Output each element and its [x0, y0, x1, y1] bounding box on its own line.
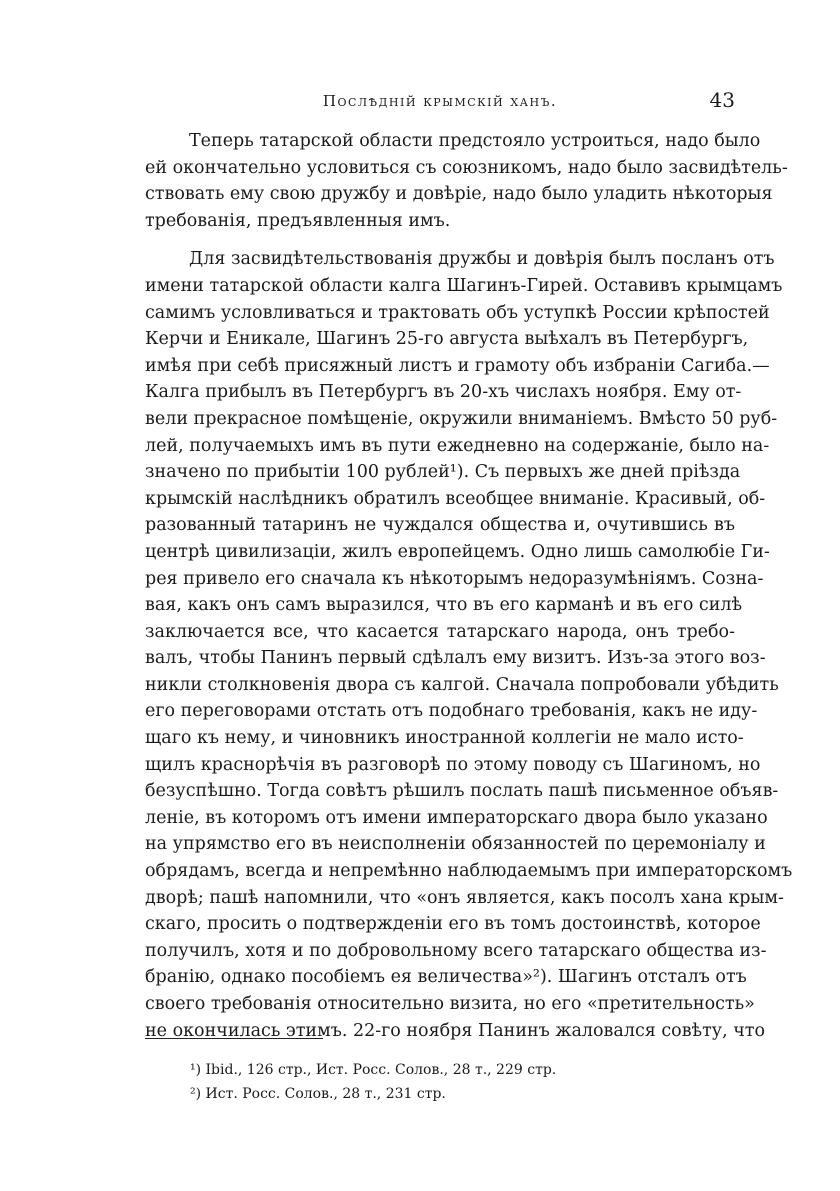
text-line: Керчи и Еникале, Шагинъ 25-го августа выѣхалъ въ Петербургъ,	[145, 329, 749, 350]
text-line: Для засвидѣтельствованія дружбы и довѣрія былъ посланъ отъ	[189, 249, 775, 270]
text-line: щилъ краснорѣчія въ разговорѣ по этому поводу съ Шагиномъ, но	[145, 754, 761, 775]
text-line: скаго, просить о подтвержденіи его въ томъ достоинствѣ, которое	[145, 914, 761, 935]
body-text	[145, 128, 793, 1044]
text-line: ствовать ему свою дружбу и довѣріе, надо было уладить нѣкоторыя	[145, 184, 773, 205]
running-title: Послѣдній крымскій ханъ.	[322, 92, 558, 110]
paragraph	[145, 246, 793, 1044]
text-line: значено по прибытіи 100 рублей¹). Съ первыхъ же дней пріѣзда	[145, 462, 741, 483]
text-line: ей окончательно условиться съ союзникомъ, надо было засвидѣтель-	[145, 157, 788, 178]
text-line: валъ, чтобы Панинъ первый сдѣлалъ ему визитъ. Изъ-за этого воз-	[145, 648, 766, 669]
text-line: леніе, въ которомъ отъ имени императорскаго двора было указано	[145, 807, 768, 828]
text-line: обрядамъ, всегда и непремѣнно наблюдаемымъ при императорскомъ	[145, 861, 793, 882]
footnotes	[190, 1058, 730, 1106]
text-line: центрѣ цивилизаціи, жилъ европейцемъ. Одно лишь самолюбіе Ги-	[145, 541, 770, 562]
text-line: заключается все, что касается татарскаго народа, онъ требо-	[145, 621, 735, 642]
footnote: ¹) Ibid., 126 стр., Ист. Росс. Солов., 28 т., 229 стр.	[190, 1062, 557, 1078]
text-line: не окончилась этимъ. 22-го ноября Панинъ жаловался совѣту, что	[145, 1020, 765, 1041]
page-header	[145, 88, 735, 122]
text-line: на упрямство его въ неисполненіи обязанностей по церемоніалу и	[145, 834, 766, 855]
text-line: своего требованія относительно визита, но его «претительность»	[145, 994, 755, 1014]
text-line: разованный татаринъ не чуждался общества и, очутившись въ	[145, 515, 735, 536]
text-line: дворѣ; пашѣ напомнили, что «онъ является, какъ посолъ хана крым-	[145, 887, 784, 908]
text-line: щаго къ нему, и чиновникъ иностранной коллегіи не мало исто-	[145, 728, 744, 749]
text-line: самимъ условливаться и трактовать объ уступкѣ России крѣпостей	[145, 302, 770, 323]
text-line: вая, какъ онъ самъ выразился, что въ его карманѣ и въ его силѣ	[145, 595, 743, 616]
text-line: рея привело его сначала къ нѣкоторымъ недоразумѣніямъ. Сознa-	[145, 568, 764, 589]
text-line: имѣя при себѣ присяжный листъ и грамоту объ избраніи Сагиба.—	[145, 355, 770, 376]
text-line: имени татарской области калга Шагинъ-Гирей. Оставивъ крымцамъ	[145, 275, 783, 296]
text-line: требованія, предъявленныя имъ.	[145, 210, 451, 231]
text-line: получилъ, хотя и по добровольному всего татарскаго общества из-	[145, 940, 767, 961]
footnote: ²) Ист. Росс. Солов., 28 т., 231 стр.	[190, 1086, 446, 1102]
text-line: никли столкновенія двора съ калгой. Сначала попробовали убѣдить	[145, 674, 779, 695]
paragraph	[145, 128, 788, 234]
text-line: вели прекрасное помѣщеніе, окружили вниманіемъ. Вмѣсто 50 руб-	[145, 408, 778, 429]
text-line: лей, получаемыхъ имъ въ пути ежедневно на содержаніе, было на-	[145, 435, 770, 456]
text-line: бранію, однако пособіемъ ея величества»²). Шагинъ отсталъ отъ	[145, 967, 747, 988]
text-line: Теперь татарской области предстояло устроиться, надо было	[189, 131, 761, 151]
text-line: безуспѣшно. Тогда совѣтъ рѣшилъ послать пашѣ письменное объяв-	[145, 781, 779, 802]
page-number: 43	[709, 88, 735, 112]
text-line: его переговорами отстать отъ подобнаго требованія, какъ не иду-	[145, 701, 758, 722]
text-line: Калга прибылъ въ Петербургъ въ 20-хъ числахъ ноября. Ему от-	[145, 382, 742, 403]
text-line: крымскій наслѣдникъ обратилъ всеобщее вниманіе. Красивый, об-	[145, 488, 766, 509]
footnote-divider	[145, 1038, 323, 1039]
